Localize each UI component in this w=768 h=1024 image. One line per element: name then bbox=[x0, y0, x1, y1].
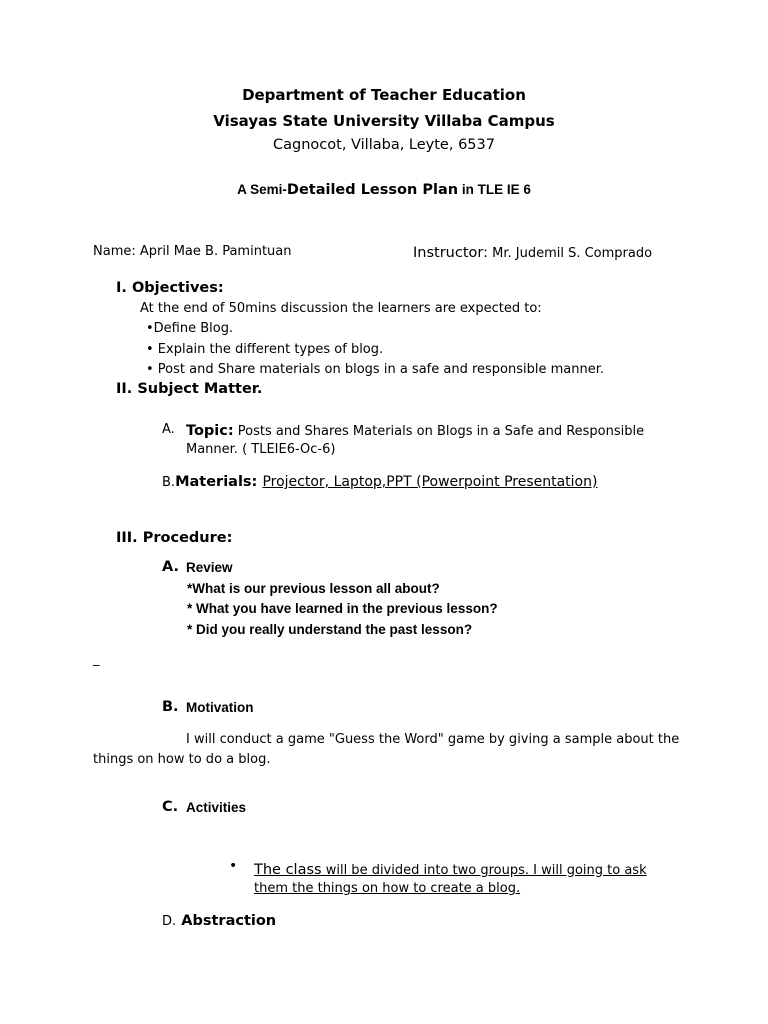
activity-text-line-2: them the things on how to create a blog. bbox=[254, 881, 521, 896]
activity-bullet: • bbox=[229, 858, 238, 874]
title-part-2: Detailed Lesson Plan bbox=[286, 182, 459, 198]
activities-marker: C. bbox=[162, 799, 179, 815]
review-label: Review bbox=[186, 560, 233, 575]
campus-address: Cagnocot, Villaba, Leyte, 6537 bbox=[273, 137, 495, 153]
motivation-text-line-2: things on how to do a blog. bbox=[93, 752, 271, 767]
topic-text-line-1: Posts and Shares Materials on Blogs in a Safe and Responsible bbox=[233, 424, 645, 439]
motivation-label: Motivation bbox=[186, 700, 254, 715]
stray-underscore: _ bbox=[93, 652, 100, 667]
activities-label: Activities bbox=[186, 800, 247, 815]
materials-value: Projector, Laptop,PPT (Powerpoint Presentation) bbox=[262, 474, 598, 490]
subject-matter-heading: II. Subject Matter. bbox=[116, 381, 263, 397]
topic-text-line-2: Manner. ( TLEIE6-Oc-6) bbox=[186, 442, 336, 457]
activity-text-line-1 bbox=[254, 859, 647, 878]
objectives-heading: I. Objectives: bbox=[116, 280, 224, 296]
topic-line bbox=[186, 420, 644, 439]
topic-marker: A. bbox=[162, 422, 175, 437]
department-heading: Department of Teacher Education bbox=[242, 86, 526, 104]
abstraction-marker: D. bbox=[162, 914, 177, 929]
review-question: *What is our previous lesson all about? bbox=[187, 581, 440, 596]
lesson-plan-title bbox=[0, 182, 768, 198]
topic-label: Topic: bbox=[186, 423, 234, 439]
motivation-marker: B. bbox=[162, 699, 179, 715]
title-part-1: A Semi- bbox=[237, 182, 287, 197]
activity-text-start: The class bbox=[254, 862, 322, 878]
student-name: Name: April Mae B. Pamintuan bbox=[93, 244, 292, 259]
abstraction-label: Abstraction bbox=[181, 913, 277, 929]
instructor-label: Instructor: bbox=[413, 245, 488, 261]
materials-line bbox=[162, 471, 597, 490]
materials-marker: B. bbox=[162, 475, 176, 490]
procedure-heading: III. Procedure: bbox=[116, 530, 233, 546]
motivation-text-line-1: I will conduct a game "Guess the Word" game by giving a sample about the bbox=[186, 732, 680, 747]
review-question: * Did you really understand the past lesson? bbox=[187, 622, 473, 637]
instructor-line bbox=[413, 242, 652, 261]
review-question: * What you have learned in the previous lesson? bbox=[187, 601, 498, 616]
activity-text-rest: will be divided into two groups. I will going to ask bbox=[321, 863, 647, 878]
instructor-name: Mr. Judemil S. Comprado bbox=[487, 246, 653, 261]
materials-label: Materials: bbox=[175, 474, 258, 490]
objective-item: • Post and Share materials on blogs in a safe and responsible manner. bbox=[146, 362, 604, 377]
review-marker: A. bbox=[162, 559, 179, 575]
university-heading: Visayas State University Villaba Campus bbox=[213, 112, 555, 130]
objectives-intro: At the end of 50mins discussion the learners are expected to: bbox=[140, 301, 542, 316]
title-part-3: in TLE IE 6 bbox=[458, 182, 531, 197]
objective-item: •Define Blog. bbox=[146, 321, 234, 336]
abstraction-line bbox=[162, 910, 276, 929]
objective-item: • Explain the different types of blog. bbox=[146, 342, 384, 357]
